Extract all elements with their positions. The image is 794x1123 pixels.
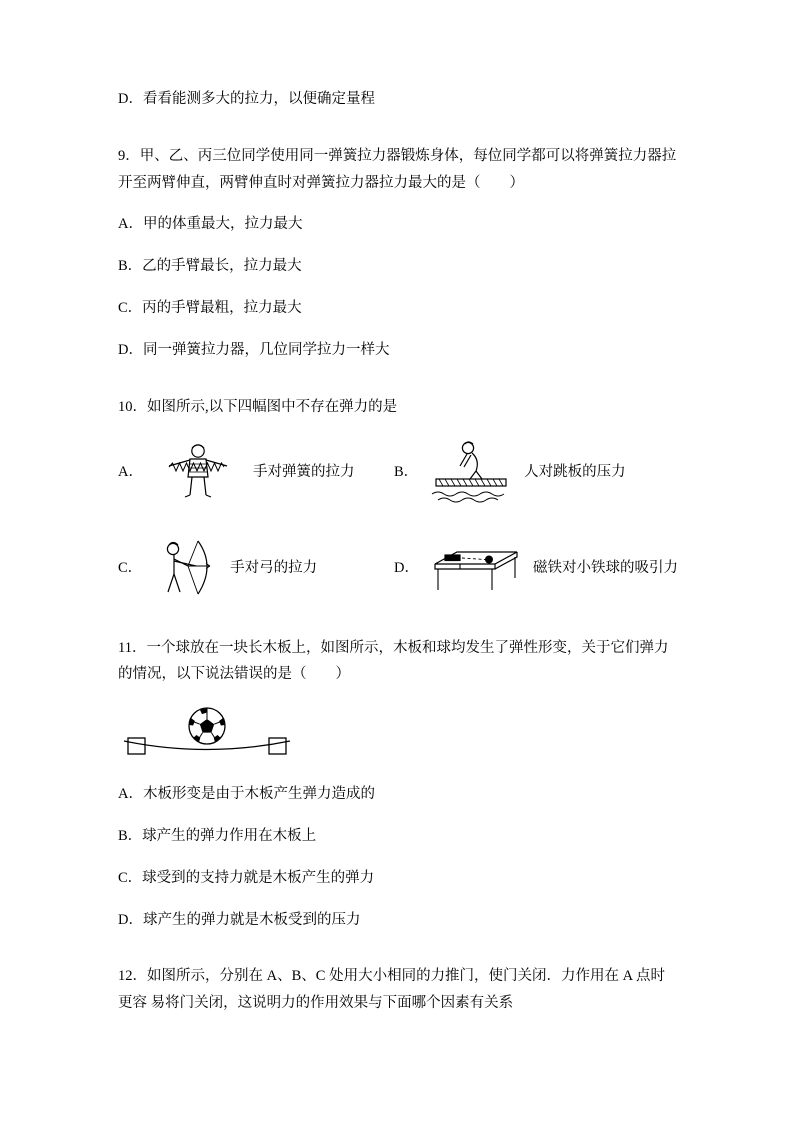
question-9 — [118, 143, 678, 364]
q8-option-d: D．看看能测多大的拉力，以便确定量程 — [118, 91, 375, 107]
question-9-option-b: B．乙的手臂最长，拉力最大 — [118, 258, 302, 275]
question-11-stem: 11．一个球放在一块长木板上，如图所示，木板和球均发生了弹性形变，关于它们弹力的情况，以下说法错误的是（ ） — [118, 639, 669, 683]
q10-figure-b — [394, 437, 678, 509]
q10-figure-a-label: A． — [118, 464, 143, 481]
q10-figure-d — [394, 533, 678, 605]
spring-expander-figure — [153, 441, 243, 505]
q10-figure-a — [118, 437, 394, 509]
question-11-option-b: B．球产生的弹力作用在木板上 — [118, 827, 317, 844]
q10-figure-d-label: D． — [394, 560, 419, 577]
q10-figure-grid — [118, 437, 678, 605]
question-11-option-d: D．球产生的弹力就是木板受到的压力 — [118, 911, 361, 928]
q11-figure-wrap — [122, 696, 678, 766]
q10-figure-c-caption: 手对弓的拉力 — [230, 560, 318, 577]
question-9-stem: 9．甲、乙、丙三位同学使用同一弹簧拉力器锻炼身体，每位同学都可以将弹簧拉力器拉开至两臂伸直，两臂伸直时对弹簧拉力器拉力最大的是（ ） — [118, 147, 677, 191]
question-11-option-c: C．球受到的支持力就是木板产生的弹力 — [118, 869, 375, 886]
magnet-and-ball-figure — [429, 542, 523, 596]
q10-figure-b-label: B． — [394, 464, 419, 481]
question-10-stem: 10．如图所示,以下四幅图中不存在弹力的是 — [118, 398, 398, 415]
bow-and-archer-figure — [152, 536, 220, 602]
question-9-option-d: D．同一弹簧拉力器，几位同学拉力一样大 — [118, 341, 390, 358]
question-12-stem: 12．如图所示，分别在 A、B、C 处用大小相同的力推门，使门关闭．力作用在 A 点时更容 易将门关闭，这说明力的作用效果与下面哪个因素有关系 — [118, 968, 665, 1012]
q10-figure-b-caption: 人对跳板的压力 — [524, 464, 626, 481]
question-9-option-c: C．丙的手臂最粗，拉力最大 — [118, 300, 302, 317]
question-11 — [118, 635, 678, 934]
question-11-option-a: A．木板形变是由于木板产生弹力造成的 — [118, 786, 375, 803]
question-10 — [118, 394, 678, 605]
q10-figure-c — [118, 533, 394, 605]
question-9-option-a: A．甲的体重最大，拉力最大 — [118, 216, 303, 233]
q10-figure-d-caption: 磁铁对小铁球的吸引力 — [532, 560, 678, 577]
q10-figure-a-caption: 手对弹簧的拉力 — [252, 464, 355, 481]
diving-board-figure — [428, 440, 514, 506]
ball-on-board-figure — [122, 696, 292, 766]
question-12 — [118, 963, 678, 1017]
q10-figure-c-label: C． — [118, 560, 143, 577]
